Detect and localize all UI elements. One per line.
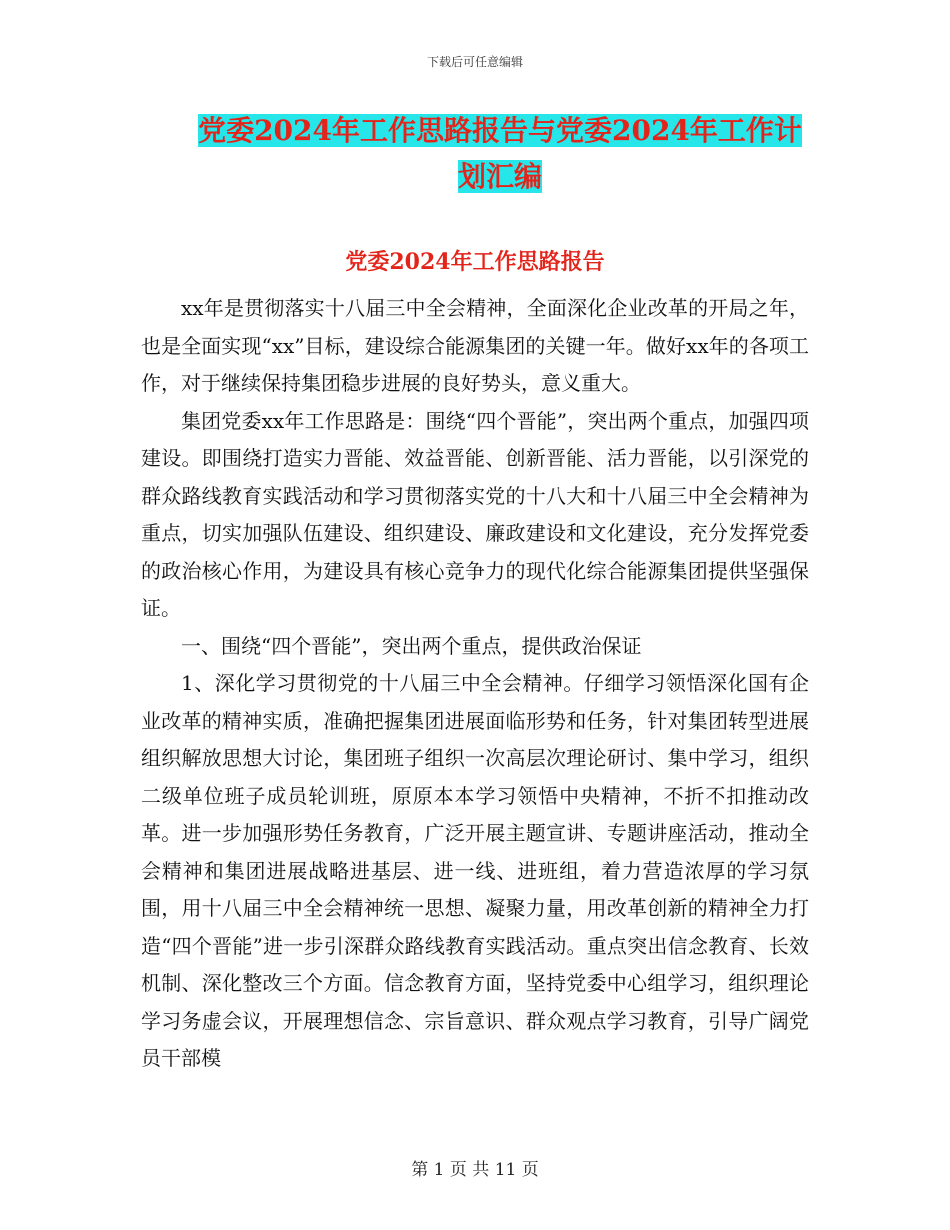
paragraph: 集团党委xx年工作思路是：围绕“四个晋能”，突出两个重点，加强四项建设。即围绕打造实力晋能、效益晋能、创新晋能、活力晋能，以引深党的群众路线教育实践活动和学习贯彻落实党的十八大和十八届三中全会精神为重点，切实加强队伍建设、组织建设、廉政建设和文化建设，充分发挥党委的政治核心作用，为建设具有核心竞争力的现代化综合能源集团提供坚强保证。 <box>141 408 809 620</box>
paragraph: 1、深化学习贯彻党的十八届三中全会精神。仔细学习领悟深化国有企业改革的精神实质，准确把握集团进展面临形势和任务，针对集团转型进展组织解放思想大讨论，集团班子组织一次高层次理论研讨、集中学习，组织二级单位班子成员轮训班，原原本本学习领悟中央精神，不折不扣推动改革。进一步加强形势任务教育，广泛开展主题宣讲、专题讲座活动，推动全会精神和集团进展战略进基层、进一线、进班组，着力营造浓厚的学习氛围，用十八届三中全会精神统一思想、凝聚力量，用改革创新的精神全力打造“四个晋能”进一步引深群众路线教育实践活动。重点突出信念教育、长效机制、深化整改三个方面。信念教育方面，坚持党委中心组学习，组织理论学习务虚会议，开展理想信念、宗旨意识、群众观点学习教育，引导广阔党员干部模 <box>141 671 809 1070</box>
section-heading: 一、围绕“四个晋能”，突出两个重点，提供政治保证 <box>181 633 642 658</box>
document-body <box>141 290 809 1078</box>
section-title: 党委2024年工作思路报告 <box>345 249 605 275</box>
document-title-text: 党委2024年工作思路报告与党委2024年工作计划汇编 <box>198 114 802 193</box>
paragraph: xx年是贯彻落实十八届三中全会精神，全面深化企业改革的开局之年，也是全面实现“xx”目标，建设综合能源集团的关键一年。做好xx年的各项工作，对于继续保持集团稳步进展的良好势头，意义重大。 <box>141 296 809 395</box>
page-header-note: 下载后可任意编辑 <box>426 55 523 69</box>
page-number: 第 1 页 共 11 页 <box>411 1160 539 1180</box>
document-title <box>190 108 810 200</box>
